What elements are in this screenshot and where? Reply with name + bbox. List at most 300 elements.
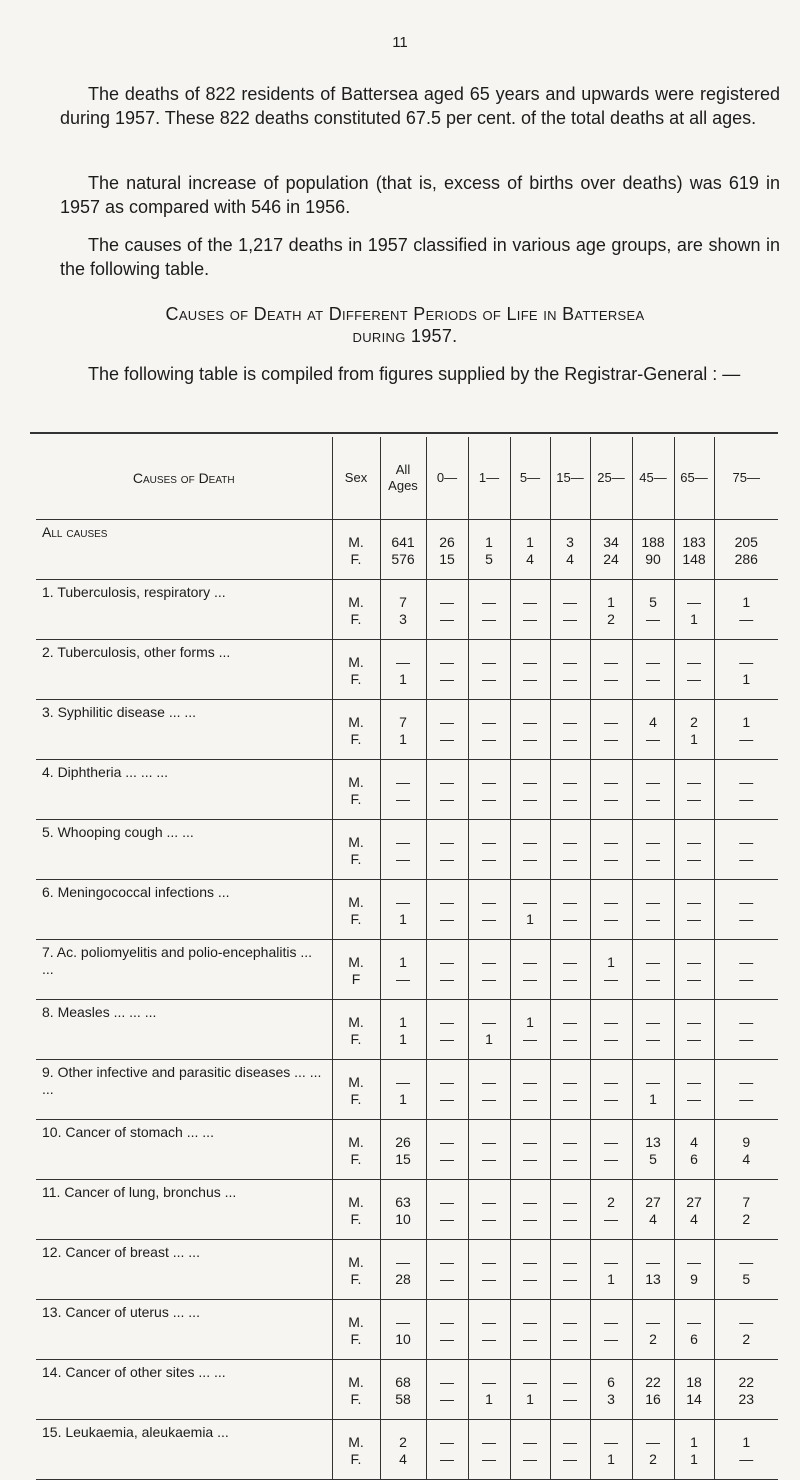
- value-cell: [468, 1180, 510, 1240]
- value-male: —: [604, 834, 618, 850]
- cause-label: 2. Tuberculosis, other forms ...: [42, 644, 231, 660]
- value-male: —: [604, 1014, 618, 1030]
- value-male: —: [563, 714, 577, 730]
- value-male: —: [646, 774, 660, 790]
- value-cell: [714, 700, 778, 760]
- sex-male: M.: [348, 654, 364, 670]
- value-cell: [550, 1180, 590, 1240]
- value-cell: [674, 940, 714, 1000]
- value-female: —: [646, 671, 660, 687]
- value-female: —: [523, 1211, 537, 1227]
- sex-male: M.: [348, 1434, 364, 1450]
- value-female: 5: [742, 1271, 751, 1287]
- value-cell: [468, 1000, 510, 1060]
- value-male: —: [687, 1314, 701, 1330]
- value-male: —: [739, 894, 754, 910]
- value-female: 148: [682, 551, 706, 567]
- value-female: 1: [399, 911, 407, 927]
- value-female: —: [604, 1331, 618, 1347]
- value-male: 4: [649, 714, 657, 730]
- heading-year: 1957.: [410, 326, 458, 346]
- sex-cell: [332, 1180, 380, 1240]
- value-male: —: [523, 774, 537, 790]
- value-male: —: [482, 834, 496, 850]
- value-female: 1: [526, 911, 534, 927]
- value-female: 1: [399, 1031, 407, 1047]
- value-male: —: [440, 1434, 454, 1450]
- value-cell: [468, 1060, 510, 1120]
- cause-label: 14. Cancer of other sites ... ...: [42, 1364, 226, 1380]
- value-female: 4: [742, 1151, 751, 1167]
- value-male: 1: [742, 714, 751, 730]
- value-cell: [510, 700, 550, 760]
- value-female: —: [739, 1091, 754, 1107]
- value-male: —: [646, 894, 660, 910]
- value-cell: [550, 1300, 590, 1360]
- value-cell: [426, 880, 468, 940]
- value-female: —: [523, 611, 537, 627]
- value-female: —: [687, 851, 701, 867]
- sex-cell: [332, 1300, 380, 1360]
- value-female: —: [563, 611, 577, 627]
- value-female: 24: [603, 551, 619, 567]
- cause-cell: [36, 1360, 332, 1420]
- cause-cell: [36, 1120, 332, 1180]
- sex-male: M.: [348, 714, 364, 730]
- value-cell: [426, 520, 468, 580]
- value-male: 7: [742, 1194, 751, 1210]
- cause-label: 6. Meningococcal infections ...: [42, 884, 230, 900]
- value-cell: [550, 1060, 590, 1120]
- value-female: 10: [395, 1211, 411, 1227]
- value-female: —: [440, 1271, 454, 1287]
- sex-male: M.: [348, 1074, 364, 1090]
- value-male: —: [482, 1074, 496, 1090]
- table-heading: [30, 303, 780, 347]
- value-female: —: [563, 1151, 577, 1167]
- value-male: —: [687, 1074, 701, 1090]
- value-male: 641: [391, 534, 415, 550]
- sex-male: M.: [348, 1254, 364, 1270]
- value-cell: [510, 820, 550, 880]
- value-cell: [632, 1240, 674, 1300]
- value-male: 27: [686, 1194, 702, 1210]
- value-cell: [426, 1420, 468, 1480]
- table-row: [36, 1000, 778, 1060]
- value-cell: [590, 640, 632, 700]
- value-cell: [632, 820, 674, 880]
- value-cell: [380, 700, 426, 760]
- value-male: 18: [686, 1374, 702, 1390]
- value-female: —: [440, 731, 454, 747]
- value-female: —: [646, 731, 660, 747]
- value-cell: [632, 580, 674, 640]
- value-male: —: [523, 1194, 537, 1210]
- value-cell: [590, 1360, 632, 1420]
- value-cell: [468, 880, 510, 940]
- value-female: —: [563, 1331, 577, 1347]
- value-female: —: [687, 971, 701, 987]
- value-male: 27: [645, 1194, 661, 1210]
- cause-label: 15. Leukaemia, aleukaemia ...: [42, 1424, 229, 1440]
- cause-cell: [36, 1300, 332, 1360]
- value-female: —: [523, 731, 537, 747]
- value-cell: [714, 1240, 778, 1300]
- table-row: [36, 940, 778, 1000]
- cause-cell: [36, 820, 332, 880]
- value-cell: [590, 1060, 632, 1120]
- sex-cell: [332, 1240, 380, 1300]
- sex-female: F.: [350, 1031, 362, 1047]
- value-female: 4: [399, 1451, 407, 1467]
- value-male: 34: [603, 534, 619, 550]
- value-cell: [510, 1060, 550, 1120]
- value-cell: [468, 1360, 510, 1420]
- value-cell: [510, 640, 550, 700]
- value-cell: [674, 1300, 714, 1360]
- value-cell: [468, 1120, 510, 1180]
- value-male: —: [482, 1014, 496, 1030]
- value-female: —: [482, 731, 496, 747]
- value-female: —: [440, 911, 454, 927]
- value-female: —: [739, 1451, 754, 1467]
- value-cell: [714, 1300, 778, 1360]
- value-female: 15: [395, 1151, 411, 1167]
- value-cell: [674, 880, 714, 940]
- value-male: —: [739, 774, 754, 790]
- value-cell: [380, 1420, 426, 1480]
- value-male: 2: [399, 1434, 407, 1450]
- value-cell: [426, 700, 468, 760]
- value-male: 5: [649, 594, 657, 610]
- value-female: —: [646, 911, 660, 927]
- value-female: 9: [690, 1271, 698, 1287]
- value-female: 10: [395, 1331, 411, 1347]
- value-female: —: [482, 611, 496, 627]
- value-male: 1: [526, 1014, 534, 1030]
- value-cell: [714, 1000, 778, 1060]
- value-male: —: [646, 654, 660, 670]
- value-cell: [590, 1420, 632, 1480]
- cause-cell: [36, 940, 332, 1000]
- value-male: —: [687, 954, 701, 970]
- value-cell: [510, 1180, 550, 1240]
- value-male: —: [687, 654, 701, 670]
- sex-cell: [332, 700, 380, 760]
- sex-female: F.: [350, 551, 362, 567]
- value-female: 2: [607, 611, 615, 627]
- table-row: [36, 1240, 778, 1300]
- value-female: —: [523, 971, 537, 987]
- value-male: —: [482, 1194, 496, 1210]
- value-female: —: [604, 1091, 618, 1107]
- sex-female: F.: [350, 1391, 362, 1407]
- table-row: [36, 880, 778, 940]
- value-cell: [510, 1360, 550, 1420]
- value-male: —: [396, 654, 410, 670]
- sex-female: F.: [350, 1151, 362, 1167]
- sex-female: F.: [350, 911, 362, 927]
- value-male: —: [739, 954, 754, 970]
- value-female: —: [563, 1091, 577, 1107]
- value-cell: [426, 1240, 468, 1300]
- sex-cell: [332, 580, 380, 640]
- value-female: 15: [439, 551, 455, 567]
- value-female: —: [563, 911, 577, 927]
- value-cell: [510, 1120, 550, 1180]
- value-cell: [714, 1420, 778, 1480]
- value-cell: [468, 700, 510, 760]
- value-female: —: [563, 671, 577, 687]
- cause-label: 11. Cancer of lung, bronchus ...: [42, 1184, 237, 1200]
- value-female: 23: [738, 1391, 755, 1407]
- value-male: —: [482, 954, 496, 970]
- value-male: —: [523, 834, 537, 850]
- value-cell: [426, 580, 468, 640]
- value-cell: [550, 1120, 590, 1180]
- value-female: —: [604, 1031, 618, 1047]
- header-age-15: 15—: [550, 437, 590, 520]
- value-male: 22: [738, 1374, 755, 1390]
- value-female: 1: [742, 671, 751, 687]
- sex-cell: [332, 820, 380, 880]
- value-male: —: [523, 1314, 537, 1330]
- value-cell: [468, 1420, 510, 1480]
- value-male: —: [396, 1254, 410, 1270]
- value-cell: [380, 1300, 426, 1360]
- value-male: —: [482, 894, 496, 910]
- value-cell: [426, 1000, 468, 1060]
- value-male: —: [687, 594, 701, 610]
- value-female: —: [396, 851, 410, 867]
- value-female: —: [739, 1031, 754, 1047]
- value-cell: [632, 940, 674, 1000]
- value-cell: [550, 1420, 590, 1480]
- sex-female: F.: [350, 1451, 362, 1467]
- value-male: —: [604, 774, 618, 790]
- value-cell: [714, 520, 778, 580]
- cause-cell: [36, 880, 332, 940]
- sex-cell: [332, 760, 380, 820]
- value-female: 16: [645, 1391, 661, 1407]
- value-female: —: [440, 791, 454, 807]
- value-female: 1: [485, 1391, 493, 1407]
- value-cell: [674, 1060, 714, 1120]
- value-female: 28: [395, 1271, 411, 1287]
- sex-female: F.: [350, 611, 362, 627]
- table-row: [36, 1420, 778, 1480]
- value-cell: [550, 520, 590, 580]
- value-male: —: [440, 774, 454, 790]
- value-female: 2: [742, 1211, 751, 1227]
- value-male: —: [523, 654, 537, 670]
- value-female: —: [440, 1031, 454, 1047]
- value-cell: [674, 640, 714, 700]
- value-female: —: [563, 791, 577, 807]
- value-male: —: [604, 1074, 618, 1090]
- cause-label: 12. Cancer of breast ... ...: [42, 1244, 200, 1260]
- value-cell: [380, 940, 426, 1000]
- value-cell: [510, 1240, 550, 1300]
- value-cell: [550, 1240, 590, 1300]
- value-female: —: [739, 971, 754, 987]
- value-male: 7: [399, 714, 407, 730]
- value-cell: [632, 520, 674, 580]
- value-cell: [590, 1180, 632, 1240]
- cause-cell: [36, 1240, 332, 1300]
- table-row: [36, 1300, 778, 1360]
- value-male: 1: [399, 954, 407, 970]
- value-male: —: [646, 1074, 660, 1090]
- value-female: —: [687, 1031, 701, 1047]
- value-cell: [590, 880, 632, 940]
- sex-male: M.: [348, 1194, 364, 1210]
- value-male: 1: [485, 534, 493, 550]
- value-female: —: [604, 671, 618, 687]
- cause-cell: [36, 1420, 332, 1480]
- table-row: [36, 1120, 778, 1180]
- heading-line1: Causes of Death at Different Periods of Life in Battersea: [165, 304, 645, 324]
- value-female: —: [563, 1211, 577, 1227]
- value-female: —: [482, 911, 496, 927]
- value-female: —: [563, 971, 577, 987]
- value-female: 58: [395, 1391, 411, 1407]
- value-female: —: [563, 1451, 577, 1467]
- value-cell: [714, 1180, 778, 1240]
- value-cell: [380, 1360, 426, 1420]
- value-female: 1: [649, 1091, 657, 1107]
- sex-female: F.: [350, 671, 362, 687]
- value-male: 9: [742, 1134, 751, 1150]
- value-male: 1: [742, 1434, 751, 1450]
- value-male: —: [523, 594, 537, 610]
- value-male: —: [482, 774, 496, 790]
- value-male: —: [440, 1374, 454, 1390]
- cause-cell: [36, 520, 332, 580]
- value-cell: [380, 580, 426, 640]
- value-male: 1: [399, 1014, 407, 1030]
- value-female: —: [646, 1031, 660, 1047]
- value-cell: [426, 1120, 468, 1180]
- sex-male: M.: [348, 1314, 364, 1330]
- value-male: —: [440, 1194, 454, 1210]
- value-female: 5: [485, 551, 493, 567]
- value-male: —: [563, 834, 577, 850]
- value-female: —: [739, 731, 754, 747]
- value-female: —: [440, 851, 454, 867]
- value-male: 1: [607, 954, 615, 970]
- value-female: —: [482, 1271, 496, 1287]
- value-female: —: [440, 1091, 454, 1107]
- value-female: —: [563, 1391, 577, 1407]
- value-male: 183: [682, 534, 706, 550]
- value-male: —: [646, 1434, 660, 1450]
- sex-female: F.: [350, 1271, 362, 1287]
- value-female: 2: [649, 1451, 657, 1467]
- value-cell: [590, 1240, 632, 1300]
- value-cell: [380, 1000, 426, 1060]
- value-female: 1: [607, 1451, 615, 1467]
- sex-female: F.: [350, 791, 362, 807]
- sex-male: M.: [348, 1014, 364, 1030]
- value-cell: [674, 1360, 714, 1420]
- value-female: 1: [399, 1091, 407, 1107]
- value-cell: [632, 1420, 674, 1480]
- value-cell: [714, 880, 778, 940]
- value-male: —: [482, 1434, 496, 1450]
- value-male: —: [440, 1314, 454, 1330]
- value-male: 7: [399, 594, 407, 610]
- header-age-25: 25—: [590, 437, 632, 520]
- value-male: —: [396, 1074, 410, 1090]
- value-cell: [550, 700, 590, 760]
- value-female: 1: [526, 1391, 534, 1407]
- value-male: —: [523, 1134, 537, 1150]
- value-female: 1: [607, 1271, 615, 1287]
- value-male: —: [739, 834, 754, 850]
- value-cell: [590, 940, 632, 1000]
- value-cell: [468, 940, 510, 1000]
- value-female: —: [646, 611, 660, 627]
- sex-male: M.: [348, 534, 364, 550]
- paragraph-deaths-over-65: The deaths of 822 residents of Battersea aged 65 years and upwards were registered during 1957. These 822 deaths constituted 67.5 per cent. of the total deaths at all ages.: [60, 84, 780, 128]
- value-cell: [590, 1300, 632, 1360]
- value-cell: [590, 700, 632, 760]
- value-female: 3: [607, 1391, 615, 1407]
- value-female: —: [687, 671, 701, 687]
- value-female: 4: [690, 1211, 698, 1227]
- cause-label: 13. Cancer of uterus ... ...: [42, 1304, 200, 1320]
- cause-label: 10. Cancer of stomach ... ...: [42, 1124, 214, 1140]
- value-female: 1: [690, 611, 698, 627]
- value-female: —: [482, 791, 496, 807]
- value-cell: [632, 1060, 674, 1120]
- cause-label: 1. Tuberculosis, respiratory ...: [42, 584, 226, 600]
- value-cell: [714, 820, 778, 880]
- value-female: 1: [399, 731, 407, 747]
- value-cell: [632, 700, 674, 760]
- value-cell: [714, 1360, 778, 1420]
- sex-female: F.: [350, 1331, 362, 1347]
- value-cell: [380, 880, 426, 940]
- table-row: [36, 1360, 778, 1420]
- value-female: —: [687, 911, 701, 927]
- value-male: —: [440, 1134, 454, 1150]
- value-male: —: [604, 1314, 618, 1330]
- header-age-1: 1—: [468, 437, 510, 520]
- table-row: [36, 820, 778, 880]
- value-female: —: [604, 731, 618, 747]
- value-cell: [632, 1300, 674, 1360]
- cause-label: 3. Syphilitic disease ... ...: [42, 704, 197, 720]
- value-female: —: [523, 1451, 537, 1467]
- cause-label: 5. Whooping cough ... ...: [42, 824, 194, 840]
- value-male: —: [563, 654, 577, 670]
- sex-male: M.: [348, 954, 364, 970]
- value-cell: [380, 1060, 426, 1120]
- sex-cell: [332, 880, 380, 940]
- value-male: 2: [690, 714, 698, 730]
- paragraph-natural-increase: The natural increase of population (that is, excess of births over deaths) was 619 in 1957 as compared with 546 in 1956.: [60, 173, 780, 217]
- value-female: —: [482, 971, 496, 987]
- value-female: —: [523, 1091, 537, 1107]
- value-male: 3: [566, 534, 574, 550]
- value-female: —: [440, 611, 454, 627]
- value-cell: [550, 760, 590, 820]
- sex-cell: [332, 1120, 380, 1180]
- value-cell: [468, 520, 510, 580]
- value-male: —: [440, 1254, 454, 1270]
